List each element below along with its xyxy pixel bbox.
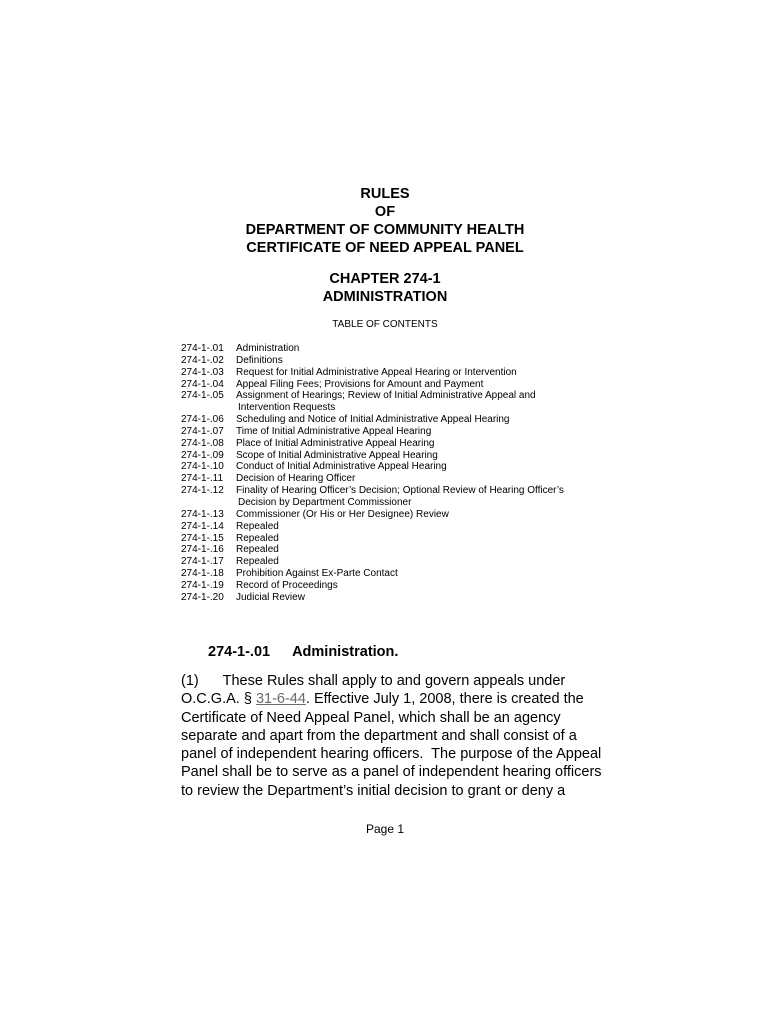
toc-item-title-continuation: Intervention Requests: [238, 402, 336, 414]
toc-item-title: [236, 485, 564, 509]
title-line-rules: RULES: [360, 186, 410, 202]
toc-item-title-text: Commissioner (Or His or Her Designee) Review: [236, 508, 449, 520]
toc-item-title-text: Judicial Review: [236, 591, 305, 603]
chapter-number: CHAPTER 274-1: [329, 271, 441, 287]
toc-item-number: 274-1-.01: [181, 343, 224, 354]
toc-item-title: [236, 580, 338, 592]
toc-item-title-text: Decision of Hearing Officer: [236, 473, 356, 485]
toc-item-number: 274-1-.16: [181, 544, 224, 556]
toc-item: [181, 390, 564, 414]
toc-item-title-text: Scope of Initial Administrative Appeal Hearing: [236, 449, 438, 461]
toc-item-title: [236, 544, 279, 556]
toc-item: [181, 473, 564, 485]
body-line-3: Certificate of Need Appeal Panel, which shall be an agency: [181, 709, 561, 726]
chapter-name: ADMINISTRATION: [322, 289, 448, 305]
toc-item: [181, 580, 564, 592]
toc-item: [181, 426, 564, 438]
toc-item-title: [236, 343, 299, 355]
title-line-of: OF: [374, 204, 396, 220]
toc-item: [181, 521, 564, 533]
toc-item-title: [236, 426, 431, 438]
toc-item-title: [236, 414, 510, 426]
toc-item: [181, 379, 564, 391]
toc-item-number: 274-1-.02: [181, 354, 224, 366]
body-line-4: separate and apart from the department and shall consist of a: [181, 727, 577, 744]
toc-item-title-text: Prohibition Against Ex-Parte Contact: [236, 568, 398, 580]
toc-item: [181, 438, 564, 450]
toc-item-title: [236, 521, 279, 533]
document-title: [0, 185, 770, 257]
toc-item-number: 274-1-.14: [181, 520, 224, 532]
body-line-1: (1) These Rules shall apply to and govern appeals under: [181, 673, 566, 689]
section-number: 274-1-.01: [208, 644, 271, 660]
toc-item-title: [236, 450, 438, 462]
section-heading: [208, 643, 398, 661]
body-line-7: to review the Department’s initial decision to grant or deny a: [181, 782, 566, 799]
body-line-6: Panel shall be to serve as a panel of independent hearing officers: [181, 764, 602, 781]
toc-item-title-text: Time of Initial Administrative Appeal Hearing: [236, 425, 432, 437]
toc-item-number: 274-1-.15: [181, 532, 224, 544]
toc-item-number: 274-1-.08: [181, 437, 224, 449]
toc-item-title-text: Repealed: [236, 544, 279, 556]
toc-item: [181, 485, 564, 509]
section-body: [181, 672, 601, 800]
toc-item: [181, 461, 564, 473]
toc-item-title: [236, 556, 279, 568]
toc-item-title: [236, 355, 283, 367]
toc-item-number: 274-1-.18: [181, 568, 224, 580]
toc-item-title: [236, 592, 305, 604]
toc-item-title-text: Scheduling and Notice of Initial Administrative Appeal Hearing: [236, 414, 510, 426]
toc-item-number: 274-1-.06: [181, 414, 224, 426]
toc-item-title: [236, 438, 434, 450]
toc-item-title: [236, 568, 398, 580]
toc-item-number: 274-1-.05: [181, 390, 224, 402]
toc-item-title: [236, 379, 483, 391]
toc-item-title-text: Request for Initial Administrative Appeal Hearing or Intervention: [236, 366, 517, 378]
toc-item-title-text: Conduct of Initial Administrative Appeal Hearing: [236, 461, 447, 473]
toc-item: [181, 568, 564, 580]
toc-item: [181, 556, 564, 568]
title-line-panel: CERTIFICATE OF NEED APPEAL PANEL: [246, 240, 524, 256]
toc-item-number: 274-1-.04: [181, 378, 224, 390]
toc-item-number: 274-1-.03: [181, 366, 224, 378]
toc-item-title: [236, 509, 449, 521]
body-line-5: panel of independent hearing officers. The purpose of the Appeal: [181, 746, 602, 763]
body-line-2-prefix: O.C.G.A. §: [181, 691, 256, 708]
toc-item-title-text: Finality of Hearing Officer’s Decision; Optional Review of Hearing Officer’s: [236, 485, 564, 497]
chapter-heading: [0, 270, 770, 306]
body-line-2: [181, 690, 601, 708]
toc-item-title-text: Definitions: [236, 354, 283, 366]
toc-item-number: 274-1-.20: [181, 591, 224, 603]
section-title: Administration.: [292, 644, 399, 660]
toc-item-number: 274-1-.10: [181, 461, 224, 473]
toc-item-title: [236, 390, 536, 414]
title-line-department: DEPARTMENT OF COMMUNITY HEALTH: [245, 222, 525, 238]
toc-item: [181, 367, 564, 379]
toc-item: [181, 343, 564, 355]
toc-item-title-text: Repealed: [236, 532, 279, 544]
toc-item: [181, 414, 564, 426]
toc-item: [181, 533, 564, 545]
toc-item-title-text: Assignment of Hearings; Review of Initial Administrative Appeal and: [236, 390, 536, 402]
body-line-2-suffix: . Effective July 1, 2008, there is created the: [305, 691, 584, 708]
toc-item: [181, 544, 564, 556]
toc-item-title-text: Repealed: [236, 520, 279, 532]
toc-item-title-text: Appeal Filing Fees; Provisions for Amount and Payment: [236, 378, 484, 390]
toc-item-title: [236, 473, 355, 485]
toc-item-title-text: Repealed: [236, 556, 279, 568]
toc-item-title-text: Record of Proceedings: [236, 579, 338, 591]
toc-item-title-text: Place of Initial Administrative Appeal Hearing: [236, 437, 435, 449]
toc-heading: TABLE OF CONTENTS: [332, 319, 438, 330]
table-of-contents: [181, 343, 564, 604]
toc-item-title: [236, 367, 517, 379]
toc-item: [181, 355, 564, 367]
toc-item-number: 274-1-.11: [181, 473, 224, 485]
page-number: Page 1: [365, 822, 405, 836]
toc-item-title-text: Administration: [236, 343, 300, 354]
toc-item: [181, 450, 564, 462]
toc-item: [181, 592, 564, 604]
toc-item-title: [236, 461, 447, 473]
toc-item-title-continuation: Decision by Department Commissioner: [238, 496, 412, 508]
toc-item-number: 274-1-.09: [181, 449, 224, 461]
toc-item: [181, 509, 564, 521]
toc-item-number: 274-1-.12: [181, 485, 224, 497]
toc-item-number: 274-1-.07: [181, 425, 224, 437]
statute-link[interactable]: 31-6-44: [255, 691, 306, 708]
toc-item-number: 274-1-.13: [181, 508, 224, 520]
toc-item-number: 274-1-.19: [181, 579, 224, 591]
toc-item-number: 274-1-.17: [181, 556, 224, 568]
toc-item-title: [236, 533, 279, 545]
